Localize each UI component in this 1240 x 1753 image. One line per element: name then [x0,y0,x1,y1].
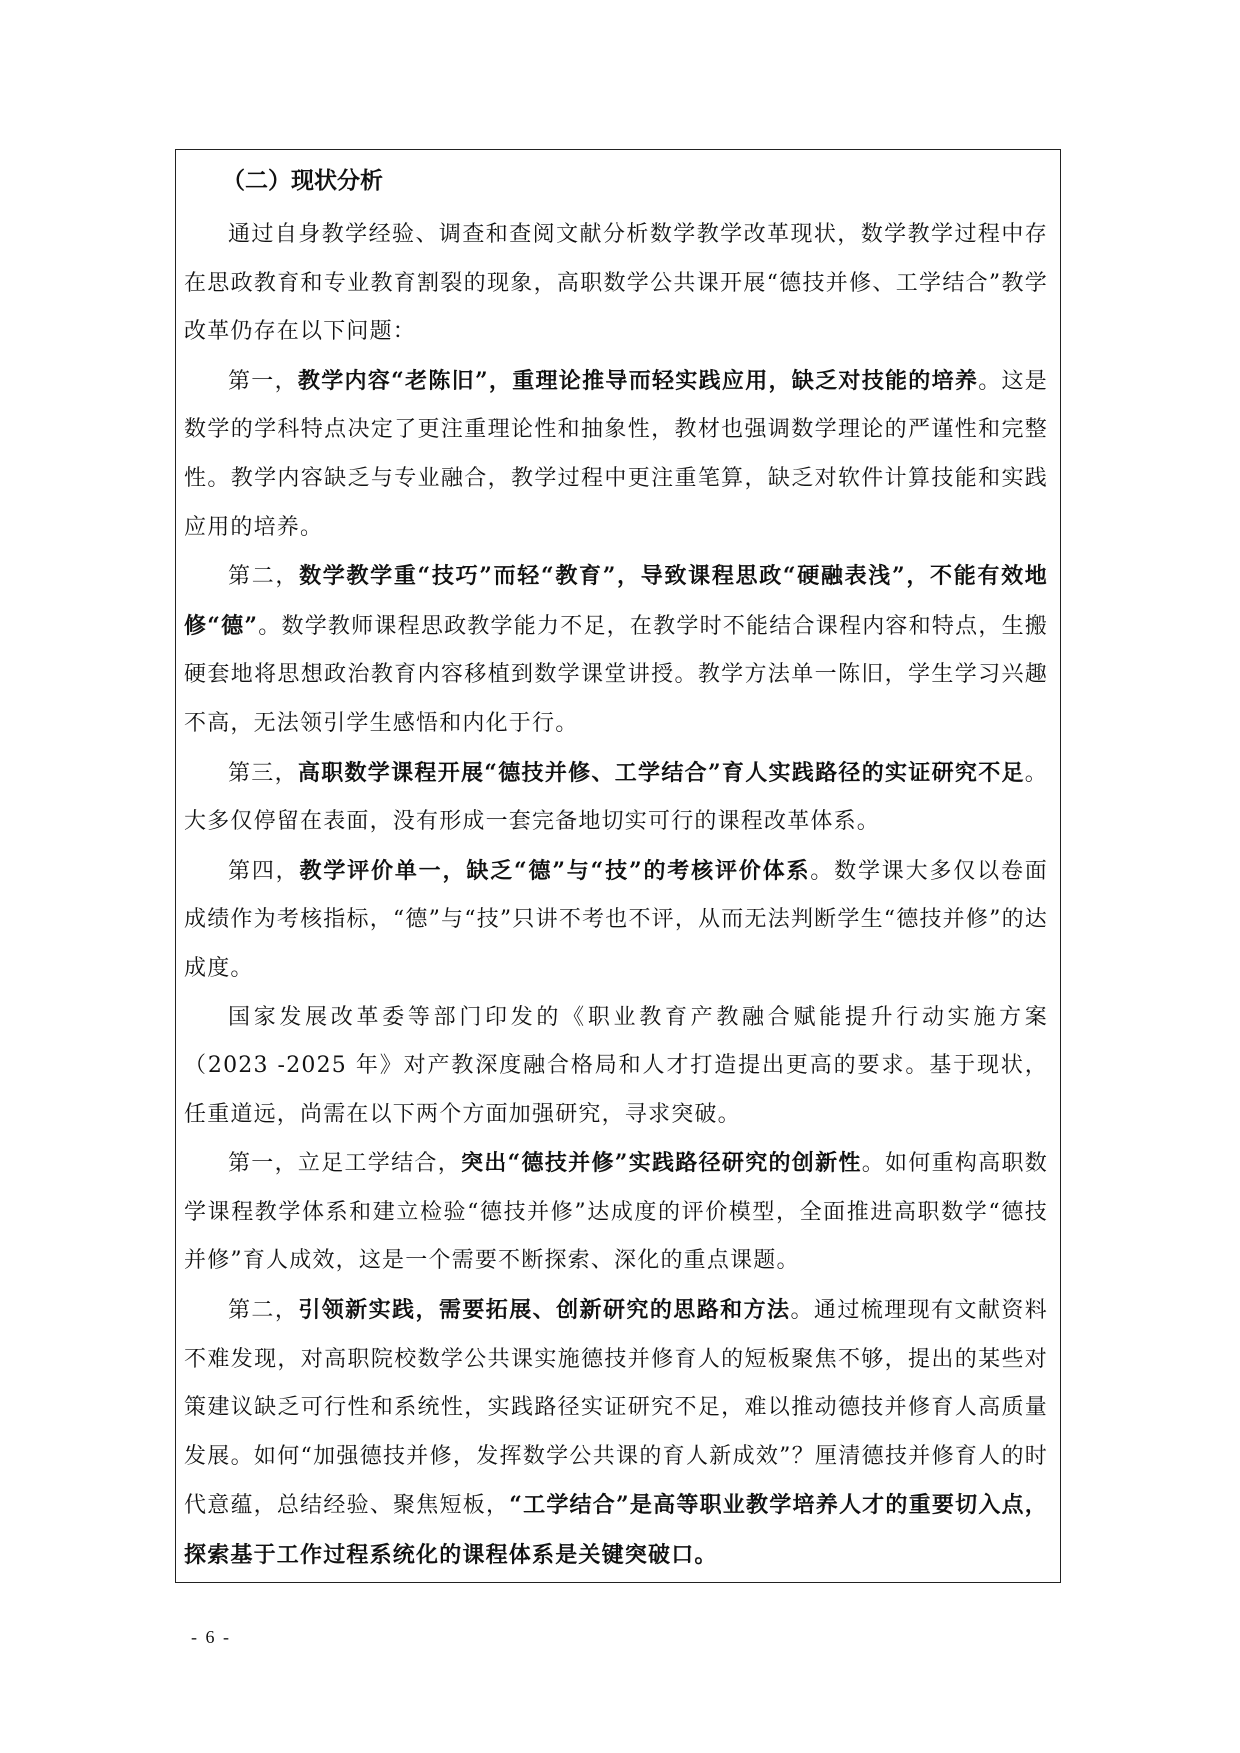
paragraph-text: 。数学教师课程思政教学能力不足，在教学时不能结合课程内容和特点，生搬硬套地将思想政治教育内容移植到数学课堂讲授。教学方法单一陈旧，学生学习兴趣不高，无法领引学生感悟和内化于行。 [184,613,1048,736]
paragraph-intro [184,211,1048,357]
paragraph-emphasis: 高职数学课程开展“德技并修、工学结合”育人实践路径的实证研究不足 [297,759,1025,786]
section-heading: （二）现状分析 [222,167,383,194]
paragraph-text: 。如何重构高职数学课程教学体系和建立检验“德技并修”达成度的评价模型，全面推进高职数学“德技并修”育人成效，这是一个需要不断探索、深化的重点课题。 [184,1151,1048,1274]
paragraph-lead: 第一，立足工学结合， [228,1151,461,1177]
paragraph-problem-2 [184,552,1048,748]
paragraph-direction-2 [184,1286,1048,1581]
paragraph-text: 。大多仅停留在表面，没有形成一套完备地切实可行的课程改革体系。 [184,760,1048,835]
paragraph-lead: 第四， [228,858,300,884]
content-frame [175,149,1061,1583]
paragraph-emphasis: 教学评价单一，缺乏“德”与“技”的考核评价体系 [299,857,811,884]
paragraph-emphasis-closing: “工学结合”是高等职业教学培养人才的重要切入点，探索基于工作过程系统化的课程体系是关键突破口。 [184,1492,1048,1569]
paragraph-text: 。这是数学的学科特点决定了更注重理论性和抽象性，教材也强调数学理论的严谨性和完整性。教学内容缺乏与专业融合，教学过程中更注重笔算，缺乏对软件计算技能和实践应用的培养。 [184,368,1049,540]
paragraph-emphasis: 教学内容“老陈旧”，重理论推导而轻实践应用，缺乏对技能的培养 [297,367,979,394]
paragraph-text: 。通过梳理现有文献资料不难发现，对高职院校数学公共课实施德技并修育人的短板聚焦不够，提出的某些对策建议缺乏可行性和系统性，实践路径实证研究不足，难以推动德技并修育人高质量发展。如何“加强德技并修，发挥数学公共课的育人新成效”？厘清德技并修育人的时代意蕴，总结经验、聚焦短板， [184,1298,1049,1519]
paragraph-direction-1 [184,1139,1048,1286]
paragraph-text: 通过自身教学经验、调查和查阅文献分析数学教学改革现状，数学教学过程中存在思政教育和专业教育割裂的现象，高职数学公共课开展“德技并修、工学结合”教学改革仍存在以下问题： [184,222,1048,345]
paragraph-lead: 第三， [228,760,298,786]
paragraph-lead: 第一， [228,368,298,394]
paragraph-lead: 第二， [228,1298,299,1324]
paragraph-lead: 第二， [228,564,300,590]
paragraph-policy [184,994,1048,1140]
paragraph-text: 国家发展改革委等部门印发的《职业教育产教融合赋能提升行动实施方案（2023 -2025 年》对产教深度融合格局和人才打造提出更高的要求。基于现状，任重道远，尚需在以下两个方面加强研究，寻求突破。 [184,1004,1048,1127]
paragraph-problem-1 [184,357,1048,552]
page-number: - 6 - [191,1627,231,1647]
paragraph-emphasis: 数学教学重“技巧”而轻“教育”，导致课程思政“硬融表浅”，不能有效地修“德” [184,563,1048,639]
paragraph-problem-4 [184,847,1048,994]
paragraph-text: 。数学课大多仅以卷面成绩作为考核指标，“德”与“技”只讲不考也不评，从而无法判断学生“德技并修”的达成度。 [184,858,1048,981]
paragraph-problem-3 [184,749,1048,847]
paragraph-emphasis: 引领新实践，需要拓展、创新研究的思路和方法 [298,1297,791,1324]
paragraph-emphasis: 突出“德技并修”实践路径研究的创新性 [461,1150,862,1177]
